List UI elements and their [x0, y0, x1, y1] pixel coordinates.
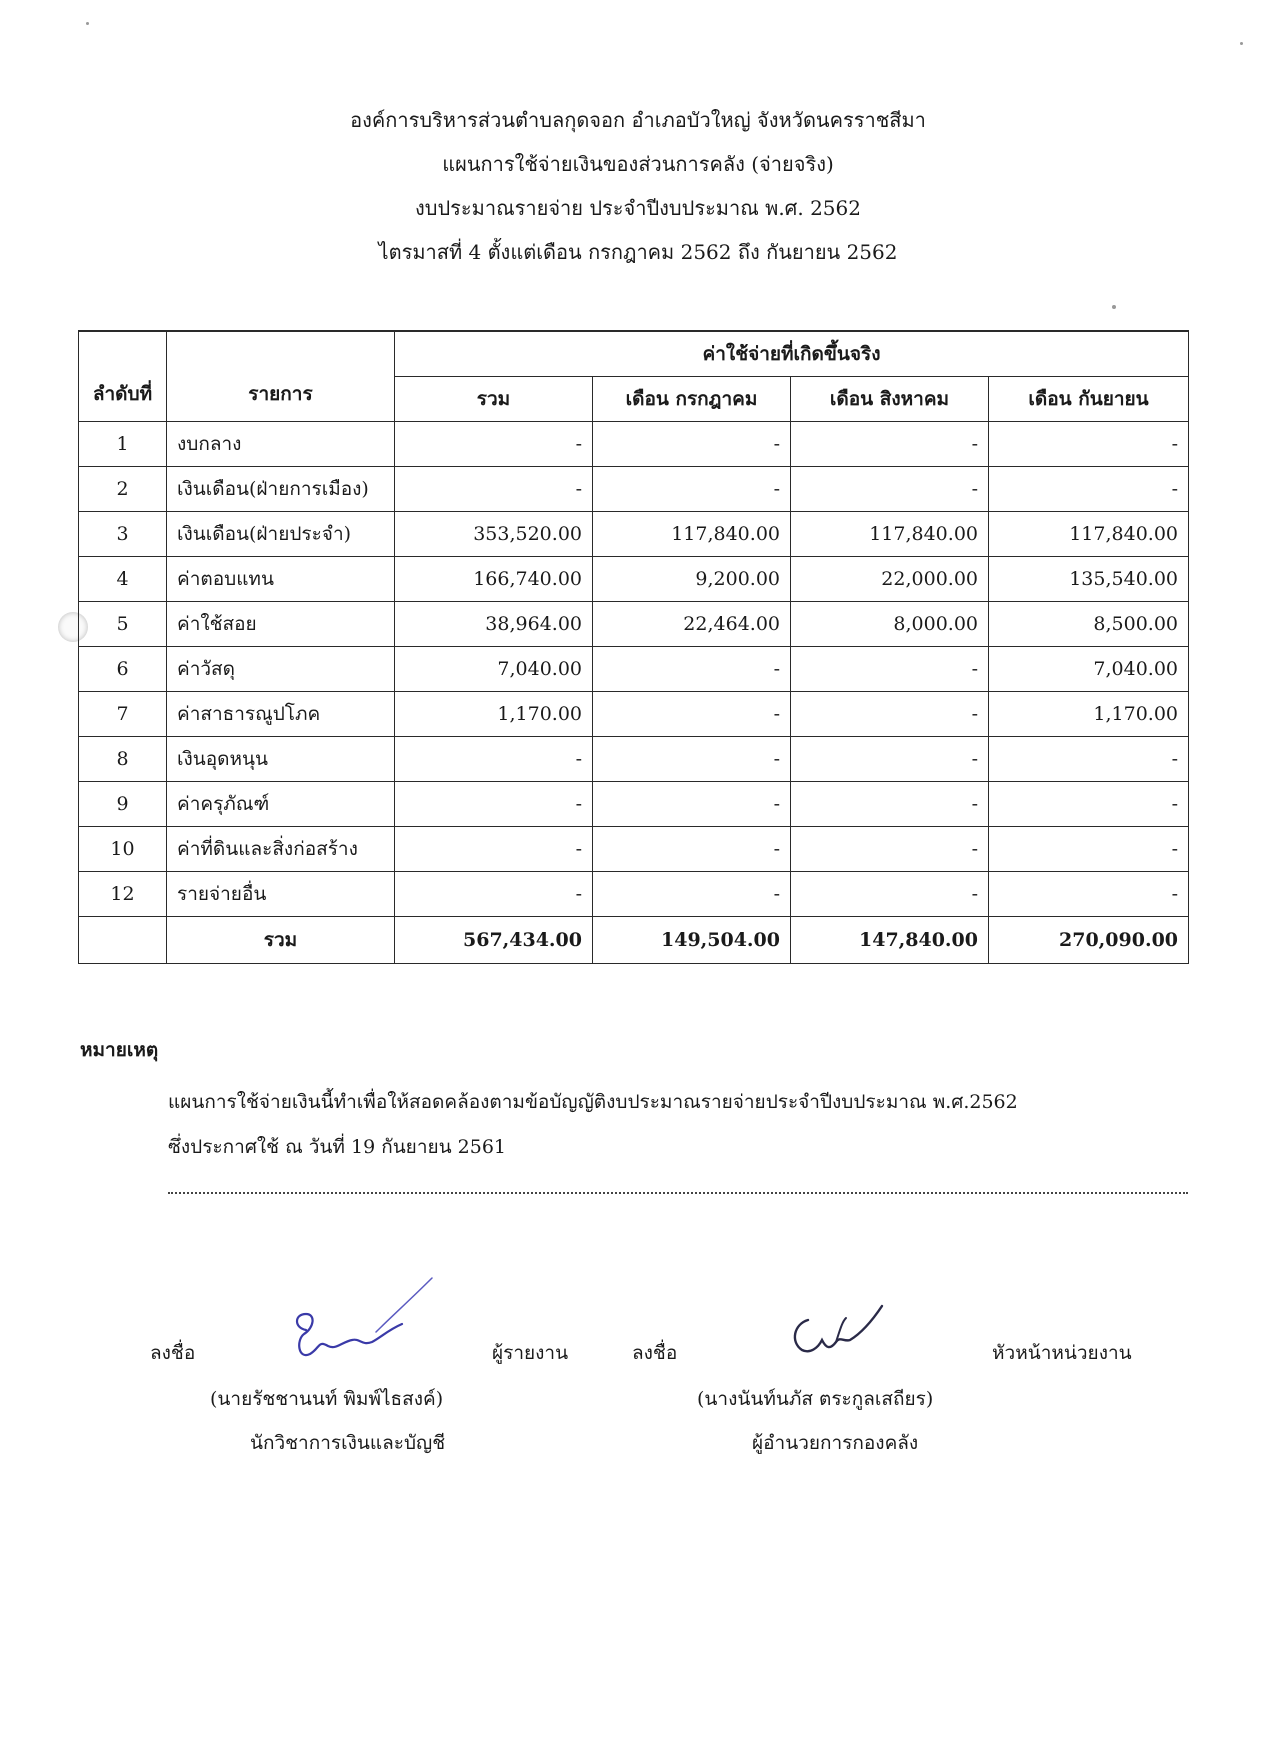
header-month-august: เดือน สิงหาคม	[791, 376, 989, 421]
dotted-divider	[168, 1192, 1188, 1194]
remark-title: หมายเหตุ	[80, 1039, 159, 1061]
header-organization: องค์การบริหารส่วนตำบลกุดจอก อำเภอบัวใหญ่ จังหวัดนครราชสีมา	[350, 108, 926, 132]
total-index-cell	[79, 916, 167, 963]
row-total: 166,740.00	[395, 556, 593, 601]
table-row	[79, 826, 1189, 871]
table-row	[79, 511, 1189, 556]
right-signer-name: (นางนันท์นภัส ตระกูลเสถียร)	[697, 1388, 934, 1410]
row-august: 22,000.00	[791, 556, 989, 601]
right-sign-label: ลงชื่อ	[632, 1342, 678, 1364]
row-item: ค่าที่ดินและสิ่งก่อสร้าง	[167, 826, 395, 871]
header-index: ลำดับที่	[79, 331, 167, 421]
row-index: 2	[79, 466, 167, 511]
right-signer-position: ผู้อำนวยการกองคลัง	[752, 1432, 919, 1454]
row-september: 135,540.00	[989, 556, 1189, 601]
total-july: 149,504.00	[593, 916, 791, 963]
header-month-september: เดือน กันยายน	[989, 376, 1189, 421]
scan-speck	[86, 22, 89, 25]
row-august: -	[791, 646, 989, 691]
row-total: 38,964.00	[395, 601, 593, 646]
row-total: 7,040.00	[395, 646, 593, 691]
row-september: 117,840.00	[989, 511, 1189, 556]
header-item: รายการ	[167, 331, 395, 421]
row-september: -	[989, 421, 1189, 466]
row-july: 22,464.00	[593, 601, 791, 646]
row-september: -	[989, 826, 1189, 871]
row-index: 4	[79, 556, 167, 601]
table-total-row	[79, 916, 1189, 963]
header-total: รวม	[395, 376, 593, 421]
header-actual-expenses: ค่าใช้จ่ายที่เกิดขึ้นจริง	[395, 331, 1189, 376]
row-item: รายจ่ายอื่น	[167, 871, 395, 916]
table-body	[79, 421, 1189, 916]
table-row	[79, 871, 1189, 916]
table-row	[79, 421, 1189, 466]
row-index: 9	[79, 781, 167, 826]
table-row	[79, 781, 1189, 826]
total-september: 270,090.00	[989, 916, 1189, 963]
row-july: -	[593, 736, 791, 781]
remark-line-1: แผนการใช้จ่ายเงินนี้ทำเพื่อให้สอดคล้องตามข้อบัญญัติงบประมาณรายจ่ายประจำปีงบประมาณ พ.ศ.2562	[168, 1091, 1018, 1113]
row-july: -	[593, 646, 791, 691]
row-item: ค่าใช้สอย	[167, 601, 395, 646]
row-index: 8	[79, 736, 167, 781]
row-july: -	[593, 421, 791, 466]
scan-speck	[1112, 305, 1116, 309]
table-row	[79, 691, 1189, 736]
row-september: -	[989, 466, 1189, 511]
row-total: -	[395, 421, 593, 466]
left-signer-position: นักวิชาการเงินและบัญชี	[250, 1432, 446, 1454]
header-budget-year: งบประมาณรายจ่าย ประจำปีงบประมาณ พ.ศ. 2562	[415, 196, 861, 220]
row-july: -	[593, 691, 791, 736]
row-august: 8,000.00	[791, 601, 989, 646]
row-july: -	[593, 871, 791, 916]
expense-table	[78, 330, 1189, 964]
row-august: -	[791, 736, 989, 781]
row-index: 5	[79, 601, 167, 646]
row-total: 1,170.00	[395, 691, 593, 736]
row-index: 1	[79, 421, 167, 466]
header-month-july: เดือน กรกฎาคม	[593, 376, 791, 421]
table-row	[79, 466, 1189, 511]
row-item: เงินอุดหนุน	[167, 736, 395, 781]
row-total: -	[395, 736, 593, 781]
row-total: -	[395, 871, 593, 916]
row-august: -	[791, 691, 989, 736]
table-row	[79, 601, 1189, 646]
row-total: -	[395, 466, 593, 511]
row-index: 6	[79, 646, 167, 691]
left-signature	[280, 1270, 440, 1370]
row-item: ค่าครุภัณฑ์	[167, 781, 395, 826]
table-row	[79, 646, 1189, 691]
total-sum: 567,434.00	[395, 916, 593, 963]
row-august: -	[791, 421, 989, 466]
row-september: -	[989, 871, 1189, 916]
remark-line-2: ซึ่งประกาศใช้ ณ วันที่ 19 กันยายน 2561	[168, 1136, 507, 1158]
row-index: 3	[79, 511, 167, 556]
row-index: 7	[79, 691, 167, 736]
row-item: เงินเดือน(ฝ่ายการเมือง)	[167, 466, 395, 511]
row-item: งบกลาง	[167, 421, 395, 466]
row-item: ค่าสาธารณูปโภค	[167, 691, 395, 736]
table-header-row-1	[79, 331, 1189, 376]
row-item: เงินเดือน(ฝ่ายประจำ)	[167, 511, 395, 556]
document-header	[0, 98, 1276, 274]
header-quarter: ไตรมาสที่ 4 ตั้งแต่เดือน กรกฎาคม 2562 ถึง กันยายน 2562	[378, 240, 898, 264]
row-item: ค่าวัสดุ	[167, 646, 395, 691]
row-july: -	[593, 826, 791, 871]
row-august: -	[791, 826, 989, 871]
row-september: -	[989, 736, 1189, 781]
row-august: -	[791, 466, 989, 511]
right-role: หัวหน้าหน่วยงาน	[992, 1342, 1132, 1364]
row-july: 117,840.00	[593, 511, 791, 556]
left-signer-name: (นายรัชชานนท์ พิมพ์ไธสงค์)	[210, 1388, 444, 1410]
row-total: 353,520.00	[395, 511, 593, 556]
row-september: -	[989, 781, 1189, 826]
row-total: -	[395, 781, 593, 826]
left-role: ผู้รายงาน	[492, 1342, 569, 1364]
right-signature	[780, 1290, 910, 1370]
expense-table-container	[78, 330, 1188, 964]
table-row	[79, 556, 1189, 601]
total-august: 147,840.00	[791, 916, 989, 963]
row-september: 7,040.00	[989, 646, 1189, 691]
row-index: 10	[79, 826, 167, 871]
row-september: 1,170.00	[989, 691, 1189, 736]
row-september: 8,500.00	[989, 601, 1189, 646]
row-total: -	[395, 826, 593, 871]
left-sign-label: ลงชื่อ	[150, 1342, 196, 1364]
total-label: รวม	[167, 916, 395, 963]
row-july: -	[593, 466, 791, 511]
row-august: -	[791, 871, 989, 916]
table-row	[79, 736, 1189, 781]
row-august: -	[791, 781, 989, 826]
scan-speck	[1240, 42, 1243, 45]
row-august: 117,840.00	[791, 511, 989, 556]
header-plan-title: แผนการใช้จ่ายเงินของส่วนการคลัง (จ่ายจริง)	[442, 152, 834, 176]
row-july: -	[593, 781, 791, 826]
row-july: 9,200.00	[593, 556, 791, 601]
row-index: 12	[79, 871, 167, 916]
row-item: ค่าตอบแทน	[167, 556, 395, 601]
